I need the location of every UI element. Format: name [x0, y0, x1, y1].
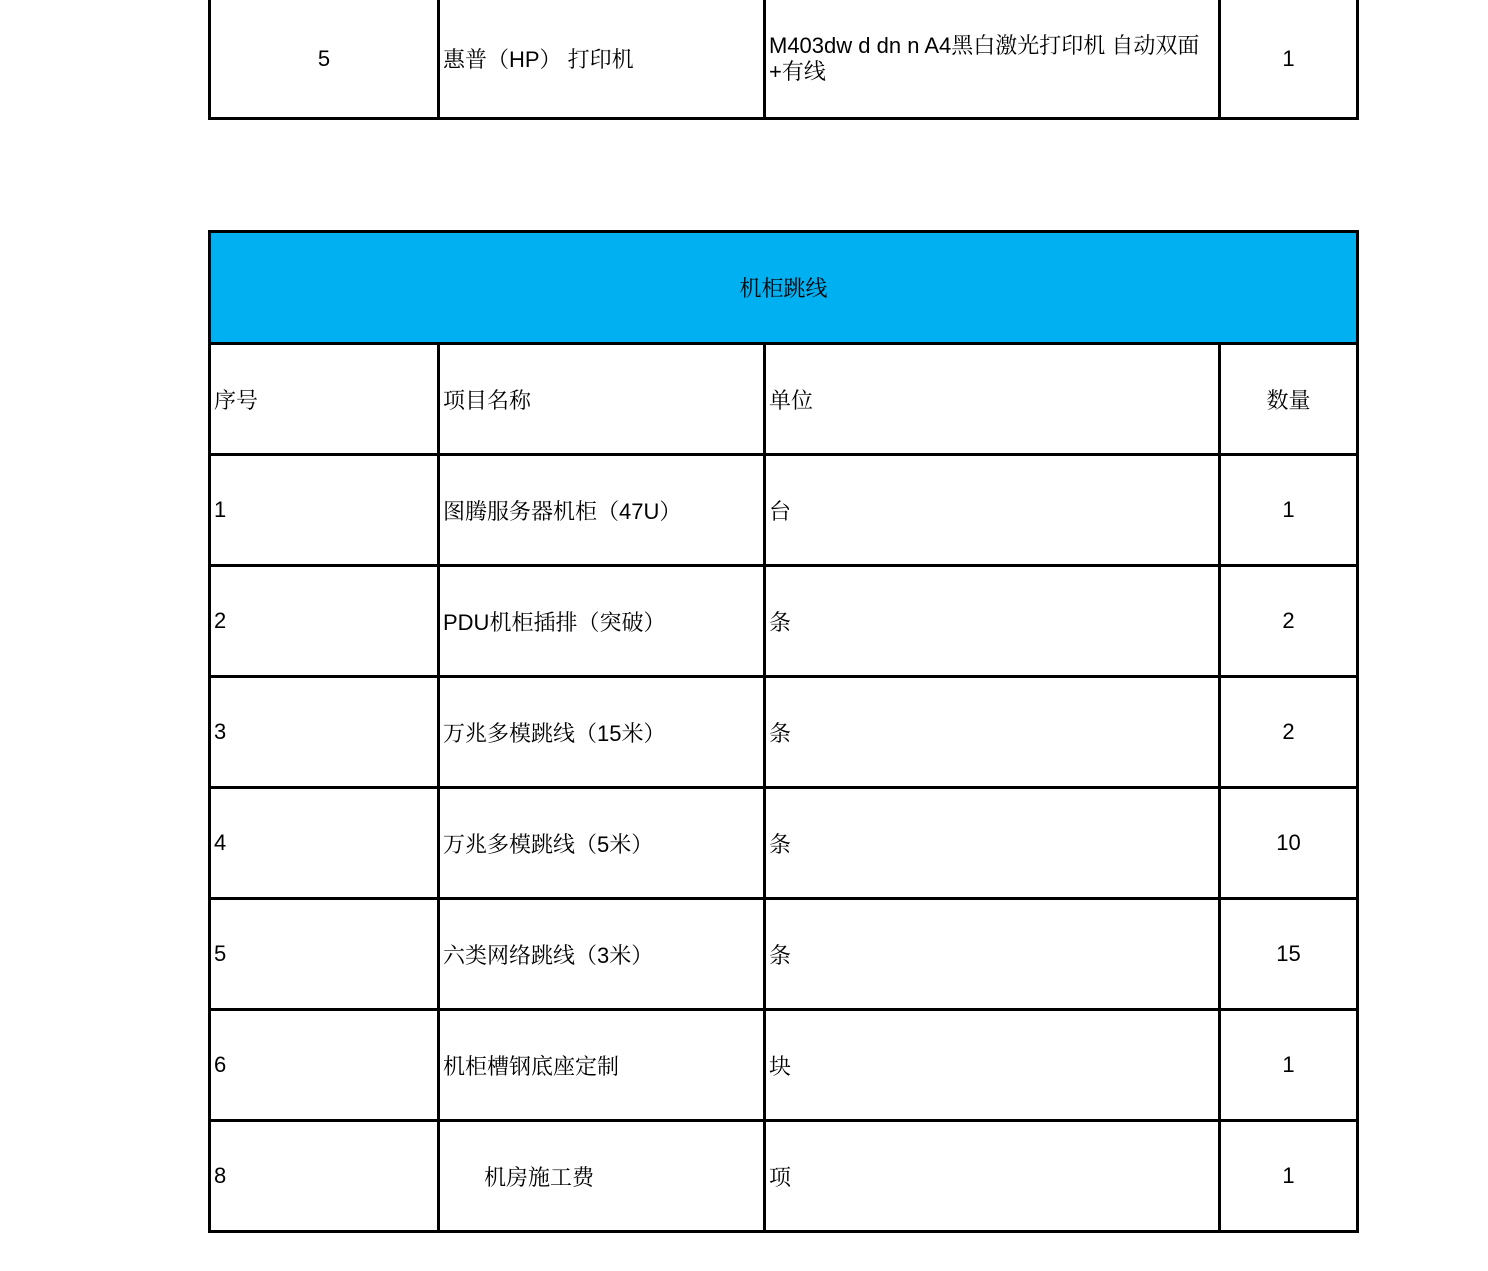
section-title: 机柜跳线: [210, 232, 1358, 344]
row-name: 机柜槽钢底座定制: [439, 1010, 765, 1121]
row-qty: 2: [1220, 677, 1358, 788]
row-index: 8: [210, 1121, 439, 1232]
header-index: 序号: [210, 344, 439, 455]
row-name: 六类网络跳线（3米）: [439, 899, 765, 1010]
header-row: [210, 344, 1358, 455]
row-qty: 1: [1220, 1121, 1358, 1232]
row-name: 万兆多模跳线（15米）: [439, 677, 765, 788]
header-unit: 单位: [765, 344, 1220, 455]
row-index: 6: [210, 1010, 439, 1121]
row-qty: 2: [1220, 566, 1358, 677]
row-qty: 1: [1220, 1010, 1358, 1121]
row-index: 5: [210, 0, 439, 119]
header-qty: 数量: [1220, 344, 1358, 455]
table-row: [210, 899, 1358, 1010]
table-row: [210, 1010, 1358, 1121]
row-qty: 15: [1220, 899, 1358, 1010]
row-qty: 10: [1220, 788, 1358, 899]
row-unit: 条: [765, 899, 1220, 1010]
row-qty: 1: [1220, 0, 1358, 119]
row-index: 5: [210, 899, 439, 1010]
row-name: PDU机柜插排（突破）: [439, 566, 765, 677]
table-row: [210, 566, 1358, 677]
header-name: 项目名称: [439, 344, 765, 455]
section-title-row: [210, 232, 1358, 344]
table-row: [210, 455, 1358, 566]
row-unit: 条: [765, 788, 1220, 899]
row-index: 4: [210, 788, 439, 899]
row-spec: M403dw d dn n A4黑白激光打印机 自动双面+有线: [765, 0, 1220, 119]
row-name: 机房施工费: [439, 1121, 765, 1232]
row-unit: 条: [765, 566, 1220, 677]
table-row: [210, 0, 1358, 119]
row-index: 3: [210, 677, 439, 788]
row-unit: 台: [765, 455, 1220, 566]
table-row: [210, 788, 1358, 899]
row-unit: 项: [765, 1121, 1220, 1232]
row-unit: 条: [765, 677, 1220, 788]
row-name: 图腾服务器机柜（47U）: [439, 455, 765, 566]
row-index: 1: [210, 455, 439, 566]
row-qty: 1: [1220, 455, 1358, 566]
table-row: [210, 677, 1358, 788]
table-row: [210, 1121, 1358, 1232]
cabinet-jumper-table: [208, 230, 1359, 1233]
row-name: 惠普（HP） 打印机: [439, 0, 765, 119]
equipment-table-continued: [208, 0, 1359, 120]
row-index: 2: [210, 566, 439, 677]
row-name: 万兆多模跳线（5米）: [439, 788, 765, 899]
row-unit: 块: [765, 1010, 1220, 1121]
